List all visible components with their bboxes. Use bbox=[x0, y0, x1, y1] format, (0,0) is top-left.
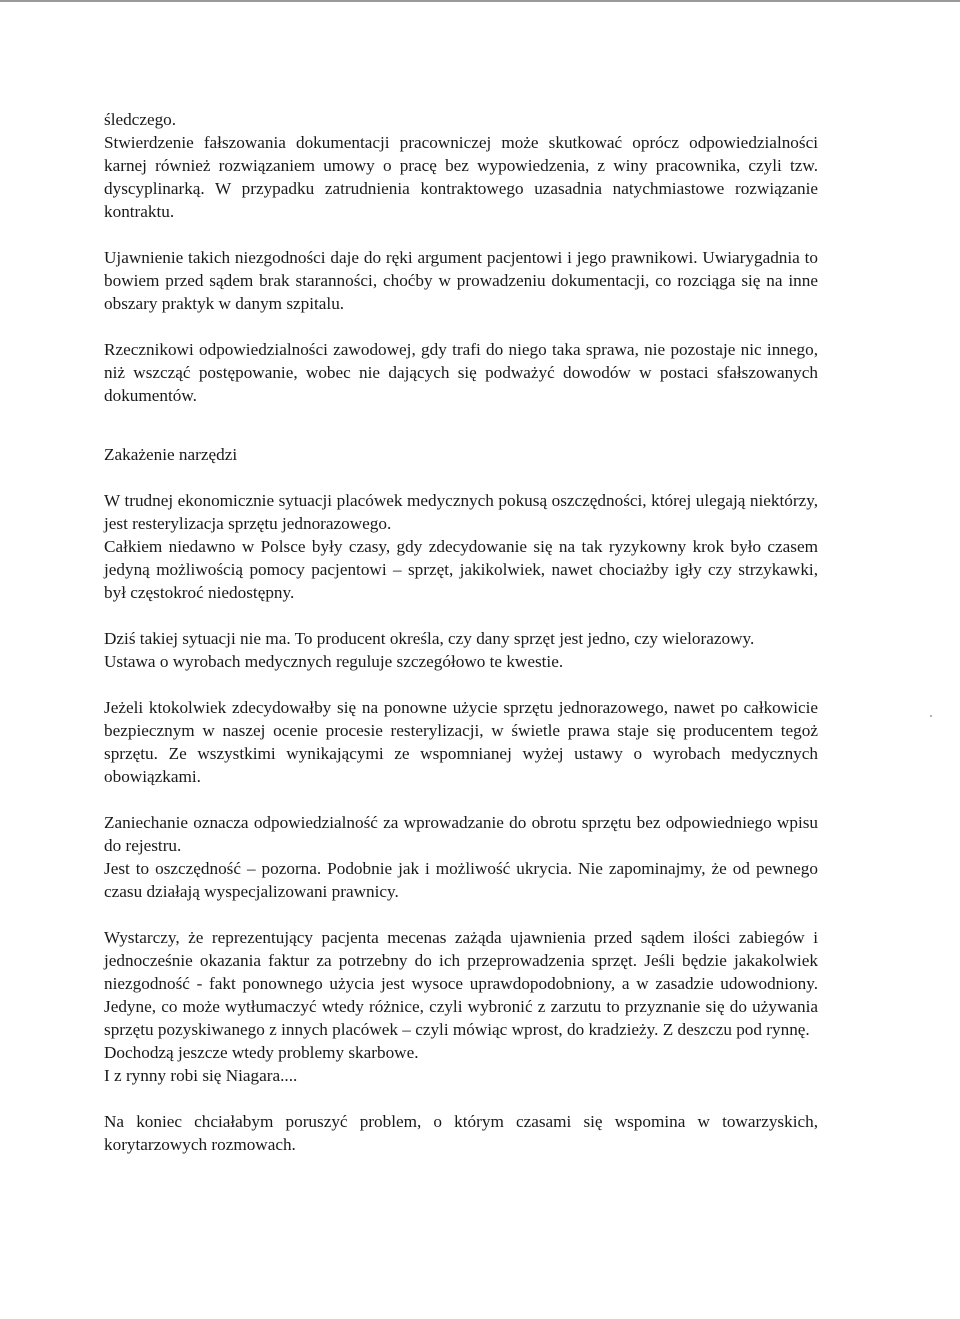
document-page bbox=[104, 108, 818, 1156]
paragraph-economy: W trudnej ekonomicznie sytuacji placówek medycznych pokusą oszczędności, której ulegają niektórzy, jest resterylizacja sprzętu jednorazowego. bbox=[104, 491, 818, 533]
paragraph-omission: Zaniechanie oznacza odpowiedzialność za wprowadzanie do obrotu sprzętu bez odpowiedniego wpisu do rejestru. bbox=[104, 813, 818, 855]
paragraph-statute: Ustawa o wyrobach medycznych reguluje szczegółowo te kwestie. bbox=[104, 652, 564, 671]
paragraph-closing: Na koniec chciałabym poruszyć problem, o którym czasami się wspomina w towarzyskich, korytarzowych rozmowach. bbox=[104, 1112, 818, 1154]
paragraph-continuation: śledczego. bbox=[104, 110, 177, 129]
paragraph-dismissal: Stwierdzenie fałszowania dokumentacji pracowniczej może skutkować oprócz odpowiedzialności karnej również rozwiązaniem umowy o pracę bez wypowiedzenia, z winy pracownika, czyli tzw. dyscyplinarką. W przypadku zatrudnienia kontraktowego uzasadnia natychmiastowe rozwiązanie kontraktu. bbox=[104, 133, 818, 221]
scan-speck bbox=[930, 715, 932, 717]
paragraph-reuse: Jeżeli ktokolwiek zdecydowałby się na ponowne użycie sprzętu jednorazowego, nawet po całkowicie bezpiecznym w naszej ocenie procesie resterylizacji, w świetle prawa staje się producentem tegoż sprzętu. Ze wszystkimi wynikającymi ze wspomnianej wyżej ustawy o wyrobach medycznych obowiązkami. bbox=[104, 698, 818, 786]
paragraph-disclosure: Ujawnienie takich niezgodności daje do ręki argument pacjentowi i jego prawnikowi. Uwiarygadnia to bowiem przed sądem brak staranności, choćby w prowadzeniu dokumentacji, co rozciąga się na inne obszary praktyk w danym szpitalu. bbox=[104, 248, 818, 313]
paragraph-tax: Dochodzą jeszcze wtedy problemy skarbowe. bbox=[104, 1043, 419, 1062]
paragraph-lawyer: Wystarczy, że reprezentujący pacjenta mecenas zażąda ujawnienia przed sądem ilości zabiegów i jednocześnie okazania faktur za potrzebny do ich przeprowadzenia sprzęt. Jeśli będzie jakakolwiek niezgodność - fakt ponownego użycia jest wysoce uprawdopodobniony, a w zasadzie udowodniony. Jedyne, co może wytłumaczyć wtedy różnice, czyli wybronić z zarzutu to przyznanie się do używania sprzętu pozyskiwanego z innych placówek – czyli mówiąc wprost, do kradzieży. Z deszczu pod rynnę. bbox=[104, 928, 818, 1039]
paragraph-producer: Dziś takiej sytuacji nie ma. To producent określa, czy dany sprzęt jest jedno, czy wielorazowy. bbox=[104, 629, 755, 648]
paragraph-history: Całkiem niedawno w Polsce były czasy, gdy zdecydowanie się na tak ryzykowny krok było czasem jedyną możliwością pomocy pacjentowi – sprzęt, jakikolwiek, nawet chociażby igły czy strzykawki, był częstokroć niedostępny. bbox=[104, 537, 818, 602]
paragraph-ombudsman: Rzecznikowi odpowiedzialności zawodowej, gdy trafi do niego taka sprawa, nie pozostaje nic innego, niż wszcząć postępowanie, wobec nie dających się podważyć dowodów w postaci sfałszowanych dokumentów. bbox=[104, 340, 818, 405]
paragraph-niagara: I z rynny robi się Niagara.... bbox=[104, 1066, 298, 1085]
paragraph-false-saving: Jest to oszczędność – pozorna. Podobnie jak i możliwość ukrycia. Nie zapominajmy, że od pewnego czasu działają wyspecjalizowani prawnicy. bbox=[104, 859, 818, 901]
scan-top-edge bbox=[0, 0, 960, 2]
section-heading: Zakażenie narzędzi bbox=[104, 445, 238, 464]
